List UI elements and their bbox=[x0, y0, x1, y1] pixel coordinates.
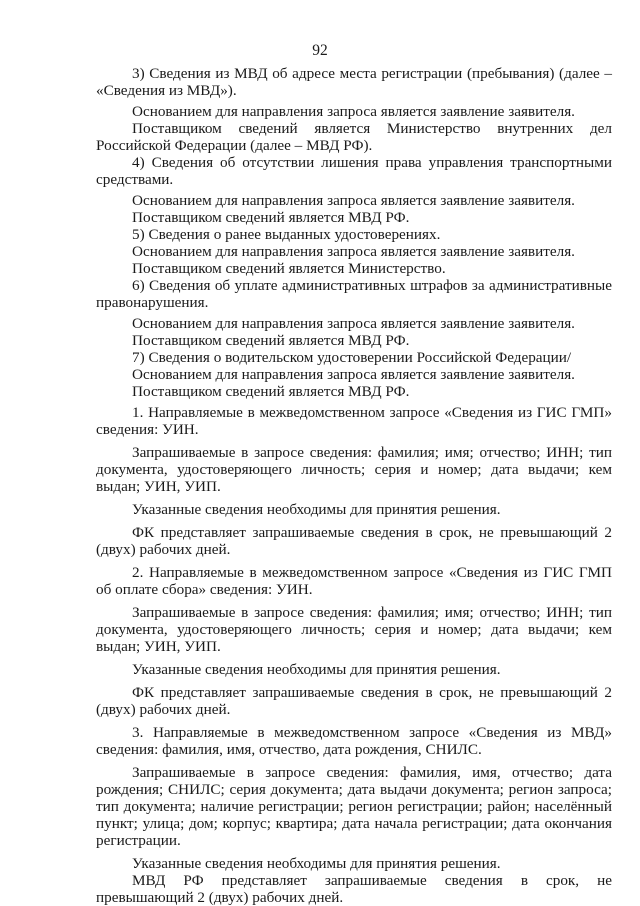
paragraph-necessity: Указанные сведения необходимы для принятия решения. bbox=[132, 501, 501, 518]
paragraph-requested-data: Запрашиваемые в запросе сведения: фамилия; имя; отчество; ИНН; тип документа, удостоверяющего личность; серия и номер; дата выдачи; кем выдан; УИН, УИП. bbox=[96, 604, 612, 655]
paragraph-basis: Основанием для направления запроса является заявление заявителя. bbox=[132, 366, 575, 383]
paragraph-deadline: ФК представляет запрашиваемые сведения в срок, не превышающий 2 (двух) рабочих дней. bbox=[96, 684, 612, 718]
paragraph-supplier: Поставщиком сведений является Министерство. bbox=[132, 260, 446, 277]
paragraph-supplier: Поставщиком сведений является МВД РФ. bbox=[132, 383, 410, 400]
paragraph-supplier: Поставщиком сведений является Министерство внутренних дел Российской Федерации (далее – МВД РФ). bbox=[96, 120, 612, 154]
paragraph-mvd-address: 3) Сведения из МВД об адресе места регистрации (пребывания) (далее – «Сведения из МВД»). bbox=[96, 65, 612, 99]
paragraph-basis: Основанием для направления запроса является заявление заявителя. bbox=[132, 103, 575, 120]
paragraph-basis: Основанием для направления запроса является заявление заявителя. bbox=[132, 315, 575, 332]
paragraph-necessity: Указанные сведения необходимы для принятия решения. bbox=[132, 855, 501, 872]
paragraph-supplier: Поставщиком сведений является МВД РФ. bbox=[132, 332, 410, 349]
paragraph-supplier: Поставщиком сведений является МВД РФ. bbox=[132, 209, 410, 226]
paragraph-necessity: Указанные сведения необходимы для принятия решения. bbox=[132, 661, 501, 678]
document-body bbox=[96, 65, 612, 906]
paragraph-basis: Основанием для направления запроса является заявление заявителя. bbox=[132, 192, 575, 209]
paragraph-deadline: ФК представляет запрашиваемые сведения в срок, не превышающий 2 (двух) рабочих дней. bbox=[96, 524, 612, 558]
paragraph-deadline: МВД РФ представляет запрашиваемые сведения в срок, не превышающий 2 (двух) рабочих дней. bbox=[96, 872, 612, 906]
paragraph-driver-license: 7) Сведения о водительском удостоверении Российской Федерации/ bbox=[132, 349, 572, 366]
paragraph-previous-licenses: 5) Сведения о ранее выданных удостоверениях. bbox=[132, 226, 441, 243]
paragraph-request-gis-gmp-fee: 2. Направляемые в межведомственном запросе «Сведения из ГИС ГМП об оплате сбора» сведения: УИН. bbox=[96, 564, 612, 598]
paragraph-basis: Основанием для направления запроса является заявление заявителя. bbox=[132, 243, 575, 260]
paragraph-no-deprivation: 4) Сведения об отсутствии лишения права управления транспортными средствами. bbox=[96, 154, 612, 188]
paragraph-request-mvd: 3. Направляемые в межведомственном запросе «Сведения из МВД» сведения: фамилия, имя, отчество, дата рождения, СНИЛС. bbox=[96, 724, 612, 758]
page-number: 92 bbox=[312, 42, 328, 59]
paragraph-request-gis-gmp: 1. Направляемые в межведомственном запросе «Сведения из ГИС ГМП» сведения: УИН. bbox=[96, 404, 612, 438]
paragraph-fines: 6) Сведения об уплате административных штрафов за административные правонарушения. bbox=[96, 277, 612, 311]
paragraph-requested-data: Запрашиваемые в запросе сведения: фамилия; имя; отчество; ИНН; тип документа, удостоверяющего личность; серия и номер; дата выдачи; кем выдан; УИН, УИП. bbox=[96, 444, 612, 495]
paragraph-requested-data: Запрашиваемые в запросе сведения: фамилия, имя, отчество; дата рождения; СНИЛС; серия документа; дата выдачи документа; регион запроса; тип документа; наличие регистрации; регион регистрации; район; населённый пункт; улица; дом; корпус; квартира; дата начала регистрации; дата окончания регистрации. bbox=[96, 764, 612, 849]
